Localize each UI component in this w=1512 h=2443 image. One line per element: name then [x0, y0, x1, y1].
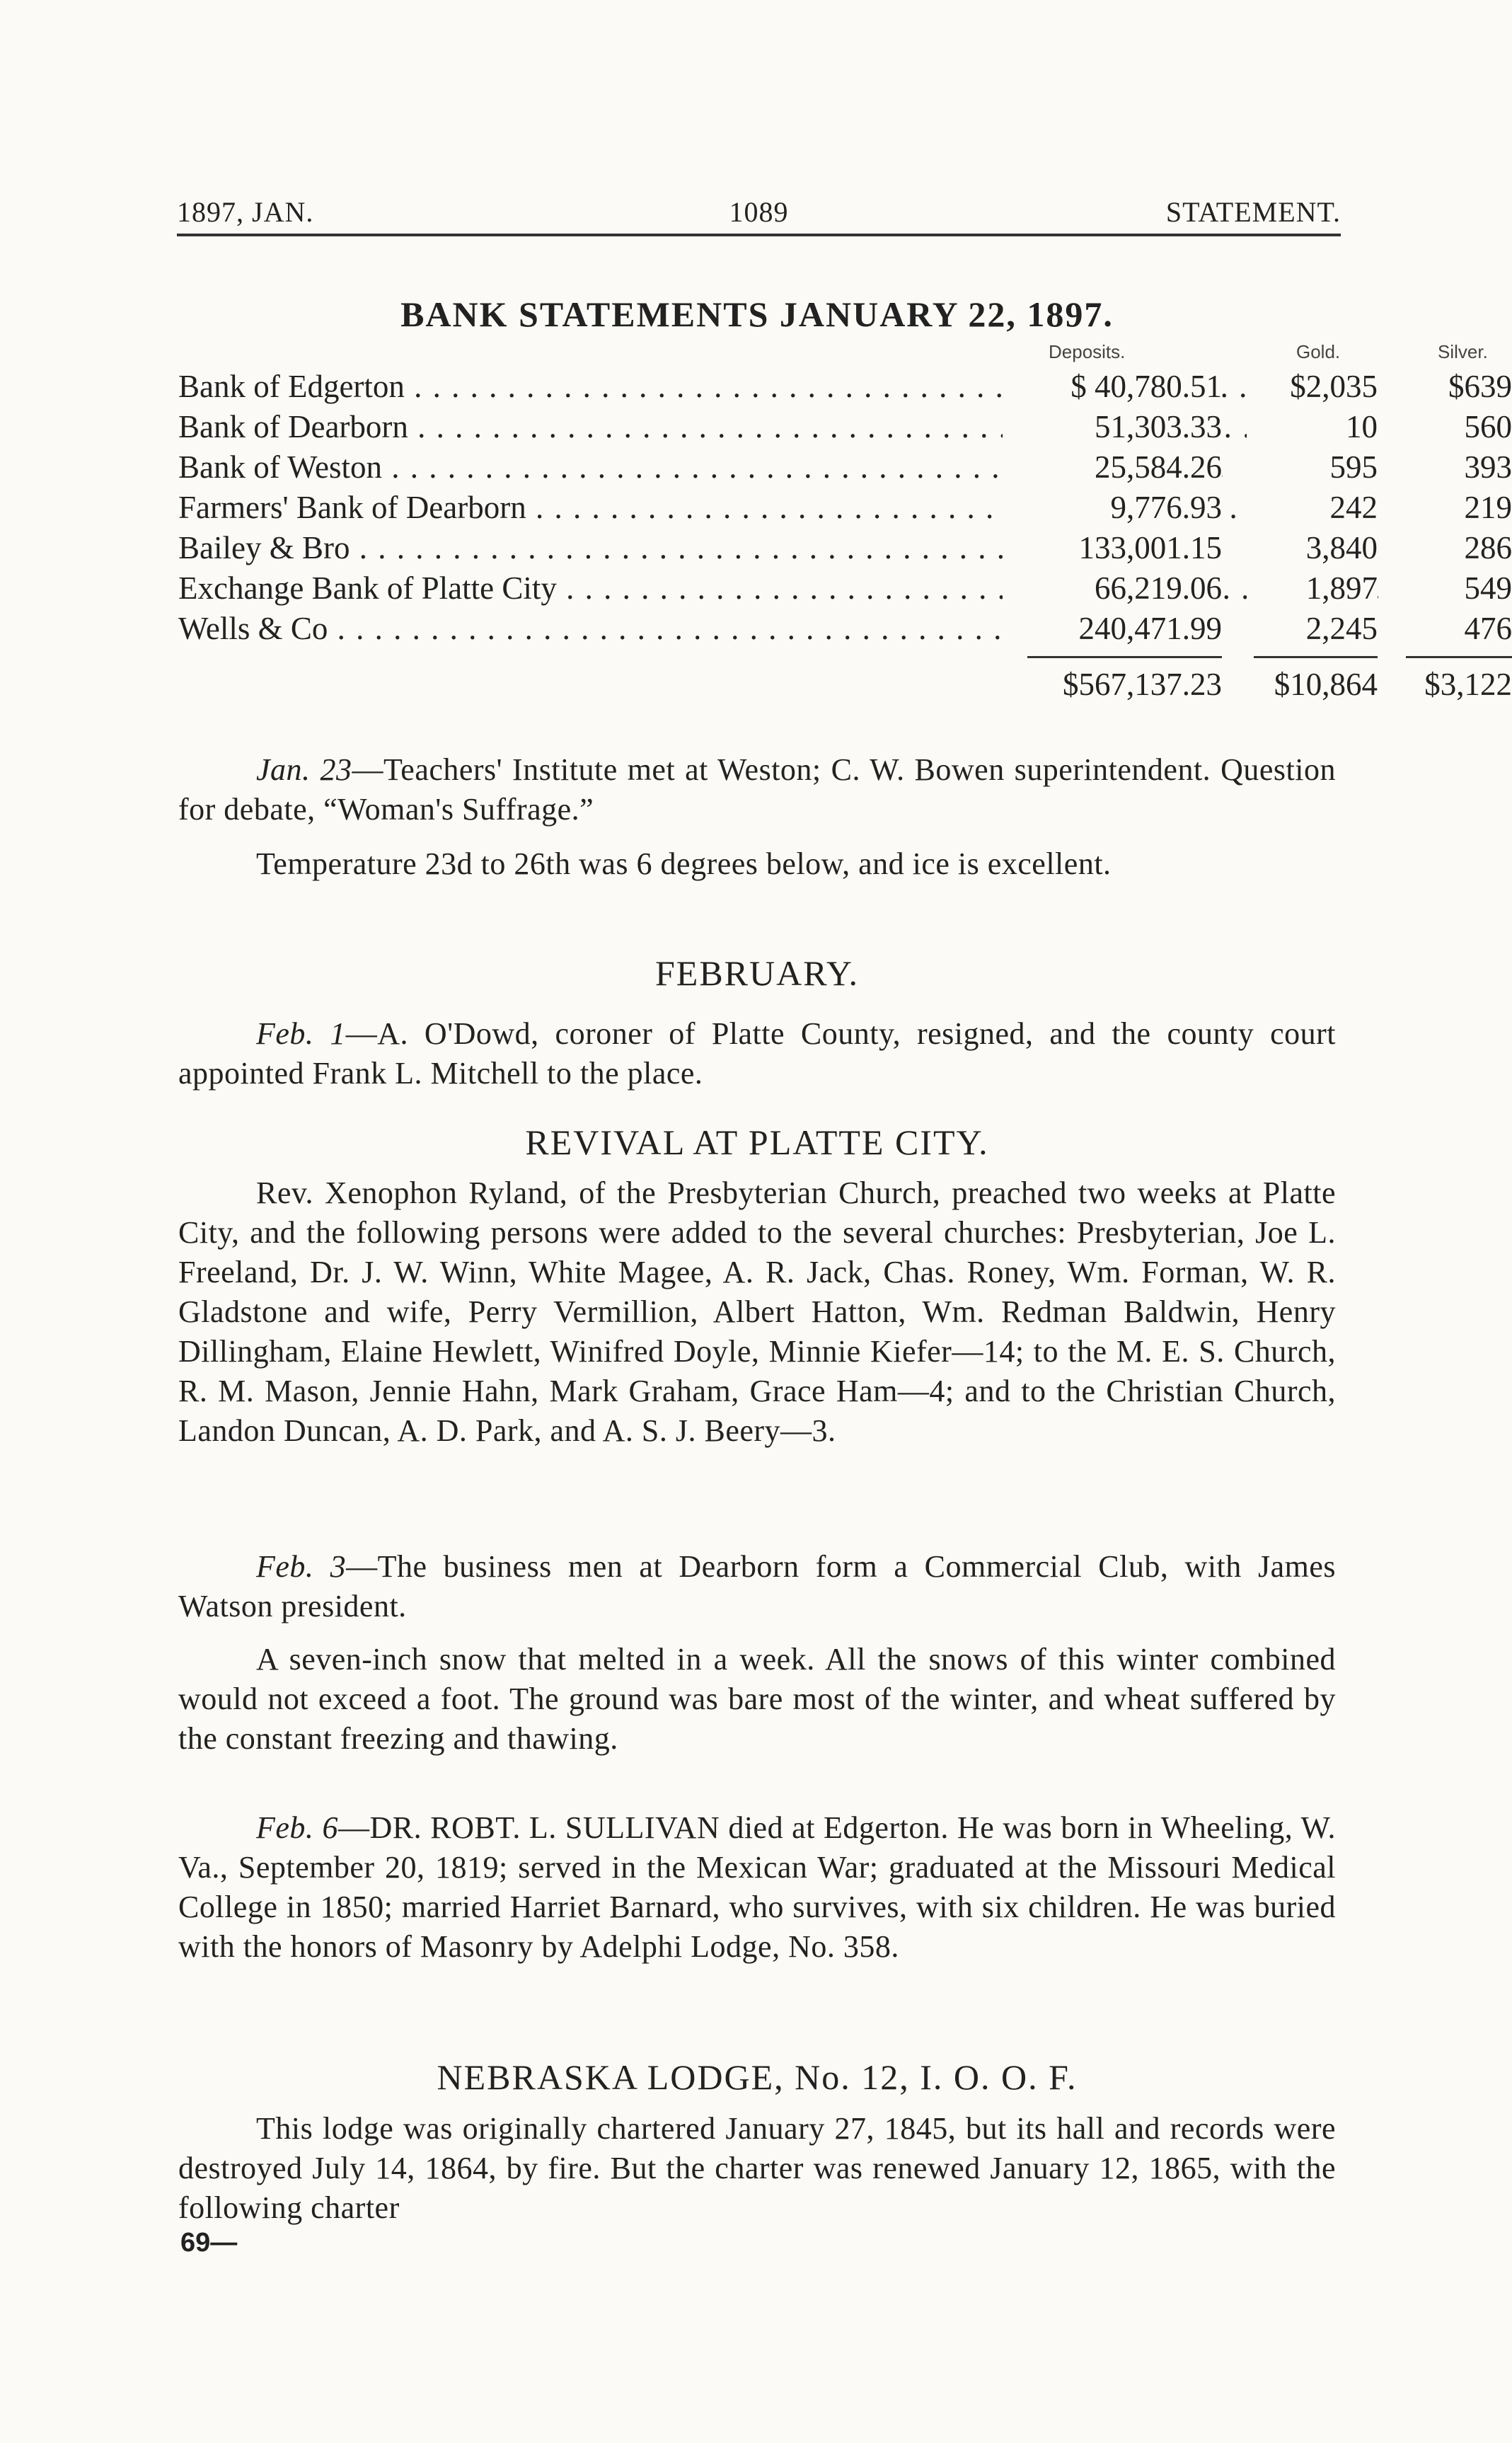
paragraph-feb-3	[178, 1547, 1336, 1626]
bank-gold: 2,245	[1247, 609, 1378, 649]
paragraph-jan-23	[178, 750, 1336, 829]
bank-row	[178, 407, 1512, 447]
page-number: 1089	[729, 196, 789, 228]
signature-mark: 69—	[180, 2228, 238, 2258]
text-lodge: This lodge was originally chartered January 27, 1845, but its hall and records were destroyed July 14, 1864, by fire. But the charter was renewed January 12, 1865, with the following charter	[178, 2111, 1336, 2225]
text-feb-6: —DR. ROBT. L. SULLIVAN died at Edgerton. He was born in Wheeling, W. Va., September 20, 1819; served in the Mexican War; graduated at the Missouri Medical College in 1850; married Harriet Barnard, who survives, with six children. He was buried with the honors of Masonry by Adelphi Lodge, No. 358.	[178, 1810, 1336, 1964]
running-head-left: 1897, JAN.	[177, 196, 314, 228]
bank-statements-title: BANK STATEMENTS JANUARY 22, 1897.	[400, 294, 1114, 334]
text-feb-1: —A. O'Dowd, coroner of Platte County, resigned, and the county court appointed Frank L. Mitchell to the place.	[178, 1016, 1336, 1091]
bank-name: Bank of Edgerton . . .	[178, 367, 858, 407]
bank-row	[178, 367, 1512, 407]
bank-silver: 476	[1381, 609, 1512, 649]
paragraph-feb-1	[178, 1014, 1336, 1093]
date-feb-3: Feb. 3	[256, 1549, 347, 1584]
bank-row	[178, 528, 1512, 568]
total-deposits: $567,137.23	[1063, 667, 1222, 702]
bank-name: Bank of Dearborn . . .	[178, 407, 858, 447]
heading-nebraska-lodge: NEBRASKA LODGE, No. 12, I. O. O. F.	[437, 2057, 1078, 2097]
text-temperature: Temperature 23d to 26th was 6 degrees below, and ice is excellent.	[256, 846, 1112, 881]
bank-deposits: 240,471.99	[1003, 609, 1222, 649]
bank-silver: 393	[1381, 447, 1512, 488]
paragraph-temperature	[178, 844, 1336, 884]
column-headers	[178, 338, 1488, 367]
bank-name: Farmers' Bank of Dearborn . . .	[178, 488, 858, 528]
col-header-silver: Silver.	[1438, 341, 1488, 362]
bank-gold: 3,840	[1247, 528, 1378, 568]
bank-silver: 286	[1381, 528, 1512, 568]
bank-deposits: 9,776.93	[1003, 488, 1222, 528]
bank-row	[178, 568, 1512, 609]
running-head-right: STATEMENT.	[1165, 196, 1341, 228]
paragraph-feb-6	[178, 1808, 1336, 1967]
text-feb-3: —The business men at Dearborn form a Commercial Club, with James Watson president.	[178, 1549, 1337, 1623]
date-feb-1: Feb. 1	[256, 1016, 346, 1051]
running-head	[177, 195, 1341, 229]
bank-deposits: 66,219.06	[1003, 568, 1222, 609]
bank-gold: $2,035	[1247, 367, 1378, 407]
bank-gold: 1,897	[1247, 568, 1378, 609]
rule-silver	[1406, 656, 1512, 658]
text-snow: A seven-inch snow that melted in a week. All the snows of this winter combined would not exceed a foot. The ground was bare most of the winter, and wheat suffered by the constant freezing and thawing.	[178, 1642, 1336, 1756]
heading-revival: REVIVAL AT PLATTE CITY.	[525, 1122, 989, 1162]
bank-deposits: 25,584.26	[1003, 447, 1222, 488]
bank-gold: 10	[1247, 407, 1378, 447]
bank-silver: 560	[1381, 407, 1512, 447]
bank-name: Exchange Bank of Platte City . . .	[178, 568, 858, 609]
paragraph-lodge	[178, 2109, 1336, 2228]
rule-deposits	[1027, 656, 1222, 658]
bank-deposits: 51,303.33	[1003, 407, 1222, 447]
bank-row	[178, 447, 1512, 488]
bank-deposits: 133,001.15	[1003, 528, 1222, 568]
bank-gold: 242	[1247, 488, 1378, 528]
date-feb-6: Feb. 6	[256, 1810, 339, 1845]
col-header-gold: Gold.	[1296, 341, 1341, 362]
paragraph-snow	[178, 1640, 1336, 1759]
total-gold: $10,864	[1274, 667, 1378, 702]
text-jan-23: —Teachers' Institute met at Weston; C. W. Bowen superintendent. Question for debate, “Woman's Suffrage.”	[178, 752, 1337, 827]
bank-rows	[178, 367, 1512, 649]
bank-silver: 549	[1381, 568, 1512, 609]
bank-row	[178, 609, 1512, 649]
text-revival: Rev. Xenophon Ryland, of the Presbyterian Church, preached two weeks at Platte City, and the following persons were added to the several churches: Presbyterian, Joe L. Freeland, Dr. J. W. Winn, White Magee, A. R. Jack, Chas. Roney, Wm. Forman, W. R. Gladstone and wife, Perry Vermillion, Albert Hatton, Wm. Redman Baldwin, Henry Dillingham, Elaine Hewlett, Winifred Doyle, Minnie Kiefer—14; to the M. E. S. Church, R. M. Mason, Jennie Hahn, Mark Graham, Grace Ham—4; and to the Christian Church, Landon Duncan, A. D. Park, and A. S. J. Beery—3.	[178, 1175, 1336, 1448]
col-header-deposits: Deposits.	[1049, 341, 1126, 362]
bank-name: Wells & Co . . .	[178, 609, 858, 649]
totals-row	[178, 663, 1512, 706]
bank-gold: 595	[1247, 447, 1378, 488]
bank-silver: 219	[1381, 488, 1512, 528]
total-rules	[178, 649, 1336, 663]
header-rule	[177, 234, 1341, 236]
paragraph-revival	[178, 1173, 1336, 1451]
bank-statements-table	[178, 338, 1512, 706]
bank-name: Bank of Weston . . .	[178, 447, 858, 488]
bank-row	[178, 488, 1512, 528]
bank-silver: $639	[1381, 367, 1512, 407]
total-silver: $3,122	[1424, 667, 1512, 702]
bank-name: Bailey & Bro . . .	[178, 528, 858, 568]
bank-deposits: $ 40,780.51	[1003, 367, 1222, 407]
rule-gold	[1254, 656, 1378, 658]
date-jan-23: Jan. 23	[256, 752, 352, 787]
heading-february: FEBRUARY.	[654, 953, 860, 993]
